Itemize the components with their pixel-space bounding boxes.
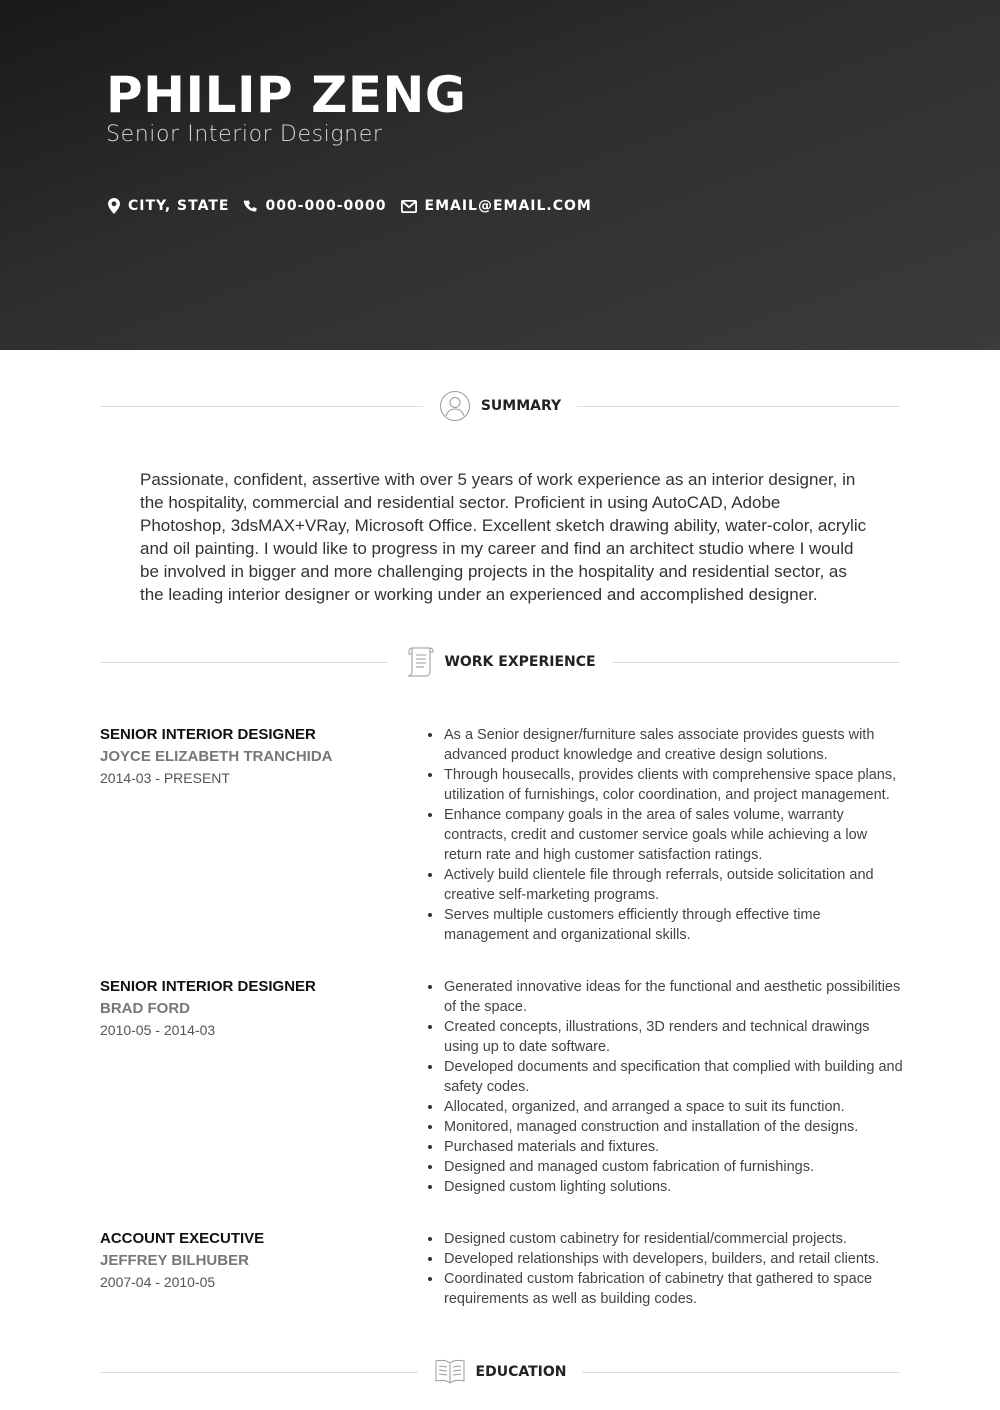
section-title: EDUCATION <box>475 1364 567 1380</box>
job-dates: 2010-05 - 2014-03 <box>100 1022 216 1038</box>
job-role: SENIOR INTERIOR DESIGNER <box>100 978 316 995</box>
divider <box>577 406 900 407</box>
candidate-title: Senior Interior Designer <box>106 122 383 147</box>
duty-item: As a Senior designer/furniture sales associate provides guests with advanced product knowledge and creative design solutions. <box>427 725 907 765</box>
job-meta <box>100 976 400 1041</box>
phone-text: 000-000-0000 <box>265 198 387 214</box>
job-meta <box>100 724 400 789</box>
duty-item: Coordinated custom fabrication of cabinetry that gathered to space requirements as well as building codes. <box>427 1269 907 1309</box>
duty-item: Designed and managed custom fabrication of furnishings. <box>427 1157 907 1177</box>
contact-phone <box>243 198 386 214</box>
contact-email[interactable] <box>401 198 592 214</box>
divider <box>100 662 388 663</box>
job-duties <box>427 977 907 1197</box>
email-text[interactable]: EMAIL@EMAIL.COM <box>424 198 592 214</box>
duty-item: Enhance company goals in the area of sales volume, warranty contracts, credit and customer service goals while achieving a low return rate and high customer satisfaction ratings. <box>427 805 907 865</box>
summary-heading <box>100 388 900 424</box>
job-company: JEFFREY BILHUBER <box>100 1252 249 1269</box>
duty-item: Through housecalls, provides clients with comprehensive space plans, utilization of furnishings, color coordination, and project management. <box>427 765 907 805</box>
user-icon <box>439 390 471 422</box>
map-pin-icon <box>108 198 120 214</box>
job-company: JOYCE ELIZABETH TRANCHIDA <box>100 748 333 765</box>
duty-item: Actively build clientele file through referrals, outside solicitation and creative self-marketing programs. <box>427 865 907 905</box>
work-experience-heading <box>100 644 900 680</box>
duty-item: Designed custom cabinetry for residential/commercial projects. <box>427 1229 907 1249</box>
scroll-icon <box>404 645 434 679</box>
phone-icon <box>243 199 257 213</box>
job-company: BRAD FORD <box>100 1000 190 1017</box>
duty-item: Created concepts, illustrations, 3D renders and technical drawings using up to date software. <box>427 1017 907 1057</box>
divider <box>100 1372 418 1373</box>
duty-item: Developed relationships with developers, builders, and retail clients. <box>427 1249 907 1269</box>
education-heading <box>100 1354 900 1390</box>
duty-item: Purchased materials and fixtures. <box>427 1137 907 1157</box>
job-duties <box>427 1229 907 1309</box>
duty-item: Allocated, organized, and arranged a space to suit its function. <box>427 1097 907 1117</box>
duty-item: Developed documents and specification that complied with building and safety codes. <box>427 1057 907 1097</box>
candidate-name: PHILIP ZENG <box>106 66 467 124</box>
duty-item: Generated innovative ideas for the functional and aesthetic possibilities of the space. <box>427 977 907 1017</box>
contact-location <box>108 198 229 214</box>
job-dates: 2014-03 - PRESENT <box>100 770 230 786</box>
job-dates: 2007-04 - 2010-05 <box>100 1274 216 1290</box>
divider <box>100 406 423 407</box>
job-meta <box>100 1228 400 1293</box>
job-duties <box>427 725 907 945</box>
divider <box>582 1372 900 1373</box>
envelope-icon <box>401 200 417 213</box>
duty-item: Serves multiple customers efficiently through effective time management and organizational skills. <box>427 905 907 945</box>
book-icon <box>434 1357 466 1387</box>
duty-item: Monitored, managed construction and installation of the designs. <box>427 1117 907 1137</box>
section-title: SUMMARY <box>480 398 562 414</box>
summary-text: Passionate, confident, assertive with over 5 years of work experience as an interior designer, in the hospitality, commercial and residential sector. Proficient in using AutoCAD, Adobe Photoshop, 3dsMAX+VRay, Microsoft Office. Excellent sketch drawing ability, water-color, acrylic and oil painting. I would like to progress in my career and find an architect studio where I would be involved in bigger and more challenging projects in the hospitality and residential sector, as the leading interior designer or working under an experienced and accomplished designer. <box>140 470 867 604</box>
job-role: SENIOR INTERIOR DESIGNER <box>100 726 316 743</box>
job-role: ACCOUNT EXECUTIVE <box>100 1230 265 1247</box>
duty-item: Designed custom lighting solutions. <box>427 1177 907 1197</box>
resume-header <box>0 0 1000 350</box>
section-title: WORK EXPERIENCE <box>444 654 596 670</box>
divider <box>612 662 900 663</box>
location-text: CITY, STATE <box>128 198 230 214</box>
contact-bar <box>108 195 606 217</box>
